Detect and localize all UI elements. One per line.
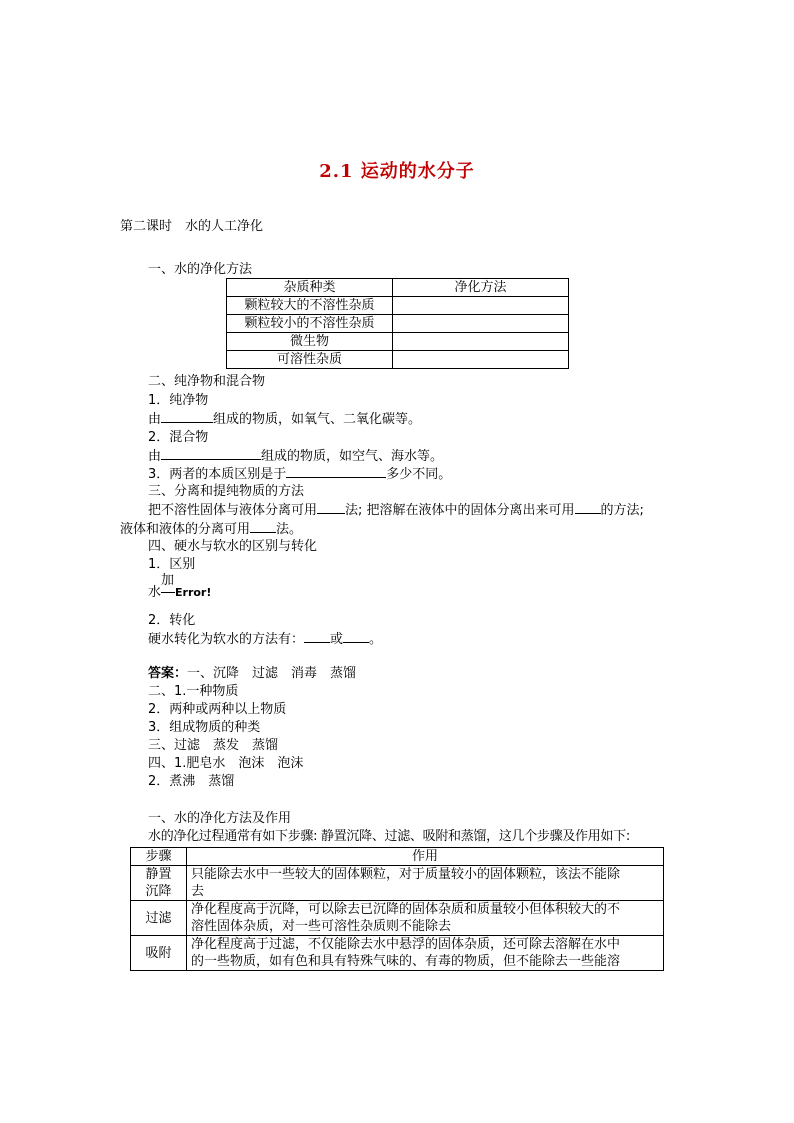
- fill-blank: [250, 520, 276, 533]
- part2-heading: 一、水的净化方法及作用: [148, 811, 292, 826]
- section2-heading: 二、纯净物和混合物: [148, 374, 266, 389]
- table-row: [131, 866, 664, 901]
- mixture-label: 2．混合物: [148, 430, 209, 445]
- text: 只能除去水中一些较大的固体颗粒，对于质量较小的固体颗粒，该法不能除: [191, 867, 621, 882]
- answers-line-1: [148, 665, 356, 683]
- table-row: [227, 351, 569, 369]
- table-row: [227, 315, 569, 333]
- text: 净化程度高于过滤，不仅能除去水中悬浮的固体杂质，还可除去溶解在水中: [191, 937, 621, 952]
- fill-blank: [286, 465, 386, 478]
- text: 沉降: [145, 884, 172, 899]
- text: 一、沉降 过滤 消毒 蒸馏: [187, 666, 357, 681]
- text: 或: [330, 632, 344, 647]
- fill-blank: [161, 447, 261, 460]
- text: 。: [369, 632, 383, 647]
- text: 把不溶性固体与液体分离可用: [148, 503, 318, 518]
- purification-steps-table: [130, 847, 664, 971]
- mixture-line: [148, 447, 443, 466]
- fill-blank: [575, 501, 601, 514]
- text: 多少不同。: [386, 467, 452, 482]
- text: 由: [148, 449, 162, 464]
- answers-line: 三、过滤 蒸发 蒸馏: [148, 738, 279, 753]
- table-cell: 颗粒较大的不溶性杂质: [227, 297, 393, 315]
- table-row: [227, 333, 569, 351]
- text: 法; 把溶解在液体中的固体分离出来可用: [345, 503, 575, 518]
- table-cell: 颗粒较小的不溶性杂质: [227, 315, 393, 333]
- text: 硬水转化为软水的方法有：: [148, 632, 305, 647]
- text: 静置: [145, 867, 172, 882]
- table-header-row: [227, 279, 569, 297]
- table-cell-empty: [393, 315, 569, 333]
- text: 溶性固体杂质，对一些可溶性杂质则不能除去: [191, 919, 452, 934]
- table-row: [131, 936, 664, 971]
- effect-cell: [187, 901, 664, 936]
- text: 3．两者的本质区别是于: [148, 467, 287, 482]
- fill-blank: [161, 410, 213, 423]
- part2-intro: 水的净化过程通常有如下步骤: 静置沉降、过滤、吸附和蒸馏，这几个步骤及作用如下:: [148, 829, 630, 844]
- text: 的一些物质，如有色和具有特殊气味的、有毒的物质，但不能除去一些能溶: [191, 954, 621, 969]
- lesson-subtitle: 第二课时 水的人工净化: [120, 219, 264, 234]
- table-row: [131, 901, 664, 936]
- effect-cell: [187, 936, 664, 971]
- table-cell-empty: [393, 351, 569, 369]
- table-row: [227, 297, 569, 315]
- answers-label: 答案：: [148, 666, 188, 681]
- text: 净化程度高于沉降，可以除去已沉降的固体杂质和质量较小但体积较大的不: [191, 902, 621, 917]
- separation-line-1: [148, 501, 644, 520]
- table-cell-empty: [393, 297, 569, 315]
- text: 法。: [276, 522, 303, 537]
- text: 由: [148, 412, 162, 427]
- fill-blank: [304, 630, 330, 643]
- impurity-table: [226, 278, 569, 369]
- conversion-label: 2．转化: [148, 613, 196, 628]
- error-text: Error!: [175, 586, 212, 599]
- fill-blank: [343, 630, 369, 643]
- table-header-cell: 杂质种类: [227, 279, 393, 297]
- conversion-line: [148, 630, 382, 649]
- text: 的方法;: [600, 503, 644, 518]
- table-header-cell: 作用: [187, 848, 664, 866]
- pure-substance-label: 1．纯净物: [148, 393, 209, 408]
- answers-line: 2．两种或两种以上物质: [148, 702, 287, 717]
- text: 去: [191, 884, 205, 899]
- table-header-row: [131, 848, 664, 866]
- step-cell: [131, 866, 187, 901]
- answers-line: 四、1.肥皂水 泡沫 泡沫: [148, 756, 304, 771]
- text: 水: [148, 585, 162, 600]
- text: 组成的物质，如氧气、二氧化碳等。: [213, 412, 422, 427]
- section4-heading: 四、硬水与软水的区别与转化: [148, 539, 318, 554]
- step-cell: 过滤: [131, 901, 187, 936]
- page-title: 2.1 运动的水分子: [319, 161, 475, 182]
- difference-line: [148, 465, 451, 484]
- formula-line: [148, 584, 211, 602]
- formula-bar: [161, 592, 175, 593]
- table-cell: 微生物: [227, 333, 393, 351]
- table-cell: 可溶性杂质: [227, 351, 393, 369]
- table-cell-empty: [393, 333, 569, 351]
- answers-line: 二、1.一种物质: [148, 684, 239, 699]
- difference-label: 1．区别: [148, 557, 196, 572]
- section1-heading: 一、水的净化方法: [148, 262, 253, 277]
- step-cell: 吸附: [131, 936, 187, 971]
- separation-line-2: [120, 520, 302, 539]
- answers-line: 2．煮沸 蒸馏: [148, 774, 235, 789]
- fill-blank: [317, 501, 345, 514]
- text: 液体和液体的分离可用: [120, 522, 251, 537]
- section3-heading: 三、分离和提纯物质的方法: [148, 484, 305, 499]
- table-header-cell: 净化方法: [393, 279, 569, 297]
- answers-line: 3．组成物质的种类: [148, 720, 261, 735]
- text: 组成的物质，如空气、海水等。: [261, 449, 444, 464]
- pure-substance-line: [148, 410, 421, 429]
- table-header-cell: 步骤: [131, 848, 187, 866]
- formula-top-char: 加: [161, 573, 175, 588]
- effect-cell: [187, 866, 664, 901]
